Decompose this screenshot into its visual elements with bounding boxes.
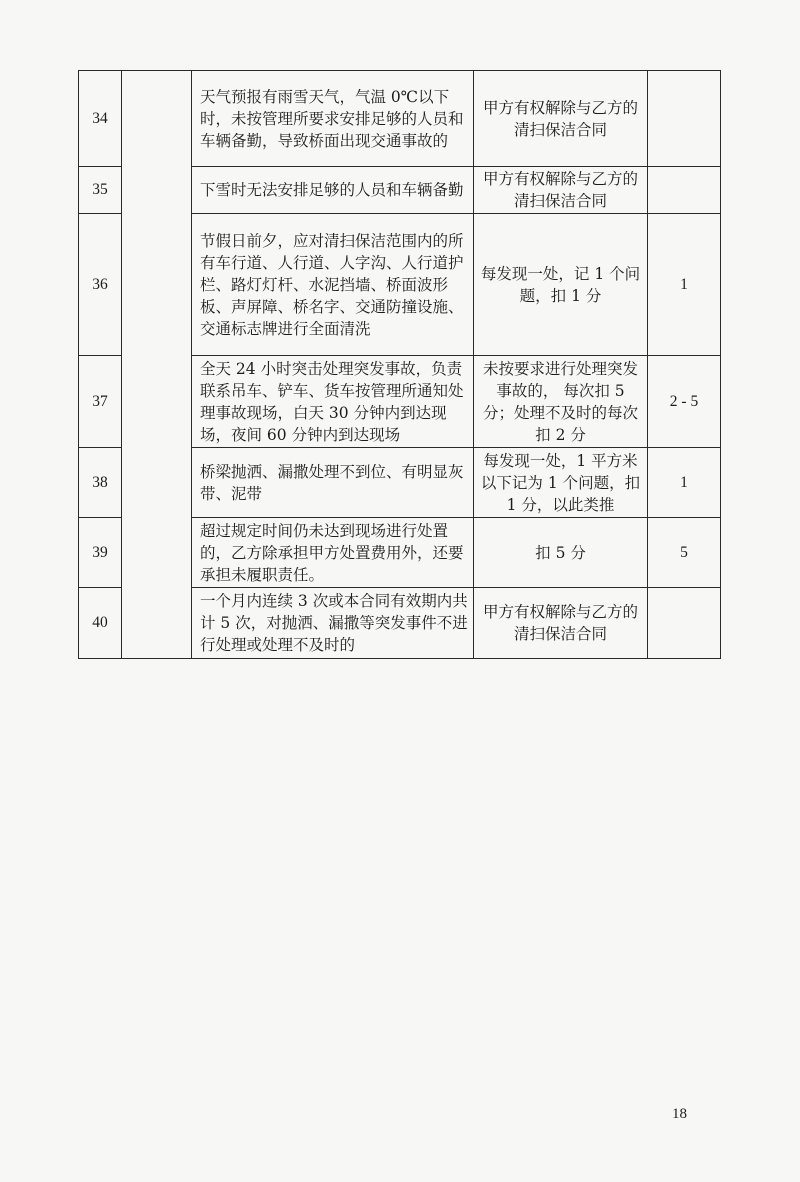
row-points <box>648 167 721 214</box>
page-number: 18 <box>672 1106 687 1122</box>
row-deduction: 扣 5 分 <box>474 518 648 588</box>
row-number: 38 <box>79 448 122 518</box>
row-deduction: 每发现一处，1 平方米以下记为 1 个问题，扣 1 分，以此类推 <box>474 448 648 518</box>
row-points: 1 <box>648 214 721 356</box>
row-deduction: 每发现一处，记 1 个问题，扣 1 分 <box>474 214 648 356</box>
row-deduction: 未按要求进行处理突发事故的， 每次扣 5 分；处理不及时的每次扣 2 分 <box>474 356 648 448</box>
row-number: 40 <box>79 588 122 659</box>
row-description: 一个月内连续 3 次或本合同有效期内共计 5 次，对抛洒、漏撒等突发事件不进行处理或处理不及时的 <box>192 588 474 659</box>
row-points: 2 - 5 <box>648 356 721 448</box>
row-description: 下雪时无法安排足够的人员和车辆备勤 <box>192 167 474 214</box>
penalty-table-body <box>79 71 721 659</box>
row-description: 全天 24 小时突击处理突发事故，负责联系吊车、铲车、货车按管理所通知处理事故现场，白天 30 分钟内到达现场，夜间 60 分钟内到达现场 <box>192 356 474 448</box>
row-deduction: 甲方有权解除与乙方的清扫保洁合同 <box>474 167 648 214</box>
row-deduction: 甲方有权解除与乙方的清扫保洁合同 <box>474 588 648 659</box>
row-description: 天气预报有雨雪天气，气温 0℃以下时，未按管理所要求安排足够的人员和车辆备勤，导致桥面出现交通事故的 <box>192 71 474 167</box>
row-description: 桥梁抛洒、漏撒处理不到位、有明显灰带、泥带 <box>192 448 474 518</box>
row-points <box>648 588 721 659</box>
row-points: 1 <box>648 448 721 518</box>
row-deduction: 甲方有权解除与乙方的清扫保洁合同 <box>474 71 648 167</box>
row-number: 35 <box>79 167 122 214</box>
row-number: 36 <box>79 214 122 356</box>
category-cell <box>122 71 192 659</box>
row-points: 5 <box>648 518 721 588</box>
row-number: 37 <box>79 356 122 448</box>
row-number: 39 <box>79 518 122 588</box>
penalty-table <box>78 70 721 659</box>
row-number: 34 <box>79 71 122 167</box>
row-description: 超过规定时间仍未达到现场进行处置的，乙方除承担甲方处置费用外，还要承担未履职责任。 <box>192 518 474 588</box>
row-points <box>648 71 721 167</box>
table-row <box>79 71 721 167</box>
row-description: 节假日前夕，应对清扫保洁范围内的所有车行道、人行道、人字沟、人行道护栏、路灯灯杆、水泥挡墙、桥面波形板、声屏障、桥名字、交通防撞设施、交通标志牌进行全面清洗 <box>192 214 474 356</box>
